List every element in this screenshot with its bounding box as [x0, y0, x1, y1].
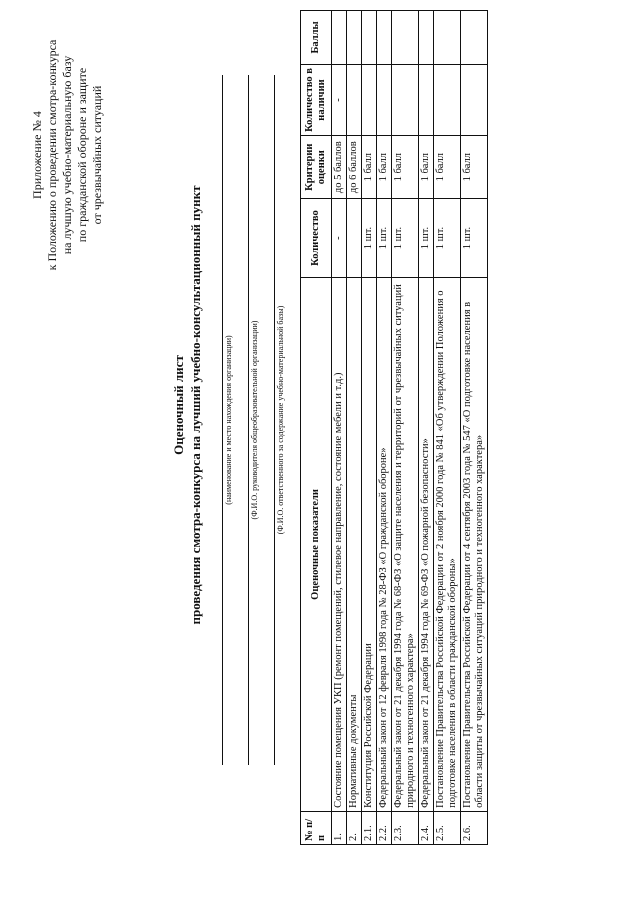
row-points: [347, 11, 362, 65]
row-indicator: Федеральный закон от 21 декабря 1994 года № 68-ФЗ «О защите населения и территорий от чрезвычайных ситуаций природного и техногенного характера»: [392, 278, 419, 812]
row-indicator: Конституция Российской Федерации: [362, 278, 377, 812]
row-qty: 1 шт.: [419, 199, 434, 278]
appendix-line: от чрезвычайных ситуаций: [90, 85, 104, 225]
row-indicator: Нормативные документы: [347, 278, 362, 812]
table-row: [434, 11, 461, 845]
evaluation-table: [300, 10, 488, 845]
appendix-line: к Положению о проведении смотра-конкурса: [45, 39, 59, 271]
table-row: [332, 11, 347, 845]
row-points: [392, 11, 419, 65]
row-have: [377, 64, 392, 135]
row-points: [377, 11, 392, 65]
title-line-1: Оценочный лист: [171, 355, 186, 455]
row-points: [419, 11, 434, 65]
row-num: 2.4.: [419, 811, 434, 844]
table-header-row: [301, 11, 332, 845]
row-have: [461, 64, 488, 135]
row-indicator: Постановление Правительства Российской Федерации от 4 сентября 2003 года № 547 «О подготовке населения в области защиты от чрезвычайных ситуаций природного и техногенного характера»: [461, 278, 488, 812]
header-num: № п/п: [301, 811, 332, 844]
row-num: 2.2.: [377, 811, 392, 844]
row-points: [434, 11, 461, 65]
appendix-line: Приложение № 4: [30, 111, 44, 199]
director-name-caption: (Ф.И.О. руководителя общеобразовательной организации): [250, 320, 259, 520]
responsible-name-caption: (Ф.И.О. ответственного за содержание учебно-материальной базы): [276, 305, 285, 535]
row-have: [362, 64, 377, 135]
table-row: [377, 11, 392, 845]
row-have: [347, 64, 362, 135]
row-indicator: Состояние помещения УКП (ремонт помещений, стилевое направление, состояние мебели и т.д.): [332, 278, 347, 812]
row-num: 2.: [347, 811, 362, 844]
row-have: [392, 64, 419, 135]
row-criteria: 1 балл: [362, 136, 377, 199]
appendix-line: по гражданской обороне и защите: [75, 67, 89, 243]
row-criteria: 1 балл: [461, 136, 488, 199]
row-criteria: до 5 баллов: [332, 136, 347, 199]
row-have: [419, 64, 434, 135]
table-row: [461, 11, 488, 845]
appendix-block: [30, 5, 105, 305]
header-points: Баллы: [301, 11, 332, 65]
row-have: -: [332, 64, 347, 135]
row-indicator: Постановление Правительства Российской Федерации от 2 ноября 2000 года № 841 «Об утверждении Положения о подготовке населения в области гражданской обороны»: [434, 278, 461, 812]
organization-name-line: [222, 75, 223, 765]
row-num: 1.: [332, 811, 347, 844]
row-qty: -: [332, 199, 347, 278]
row-qty: 1 шт.: [377, 199, 392, 278]
header-indicator: Оценочные показатели: [301, 278, 332, 812]
row-qty: 1 шт.: [392, 199, 419, 278]
row-qty: 1 шт.: [434, 199, 461, 278]
row-num: 2.3.: [392, 811, 419, 844]
title-line-2: проведения смотра-конкурса на лучший учебно-консультационный пункт: [188, 185, 203, 625]
row-have: [434, 64, 461, 135]
responsible-name-line: [274, 75, 275, 765]
row-criteria: 1 балл: [392, 136, 419, 199]
row-num: 2.6.: [461, 811, 488, 844]
table-row: [362, 11, 377, 845]
director-name-line: [248, 75, 249, 765]
row-criteria: 1 балл: [434, 136, 461, 199]
row-qty: 1 шт.: [461, 199, 488, 278]
row-points: [332, 11, 347, 65]
organization-name-caption: (наименование и место нахождения организации): [224, 335, 233, 505]
row-indicator: Федеральный закон от 12 февраля 1998 года № 28-ФЗ «О гражданской обороне»: [377, 278, 392, 812]
row-criteria: 1 балл: [377, 136, 392, 199]
row-num: 2.1.: [362, 811, 377, 844]
table-row: [419, 11, 434, 845]
row-criteria: 1 балл: [419, 136, 434, 199]
header-qty: Количество: [301, 199, 332, 278]
row-points: [461, 11, 488, 65]
table-row: [392, 11, 419, 845]
row-points: [362, 11, 377, 65]
header-have: Количество в наличии: [301, 64, 332, 135]
row-criteria: до 6 баллов: [347, 136, 362, 199]
table-row: [347, 11, 362, 845]
row-qty: 1 шт.: [362, 199, 377, 278]
row-indicator: Федеральный закон от 21 декабря 1994 года № 69-ФЗ «О пожарной безопасности»: [419, 278, 434, 812]
header-criteria: Критерии оценки: [301, 136, 332, 199]
row-num: 2.5.: [434, 811, 461, 844]
appendix-line: на лучшую учебно-материальную базу: [60, 55, 74, 255]
document-title: [170, 55, 204, 755]
row-qty: [347, 199, 362, 278]
